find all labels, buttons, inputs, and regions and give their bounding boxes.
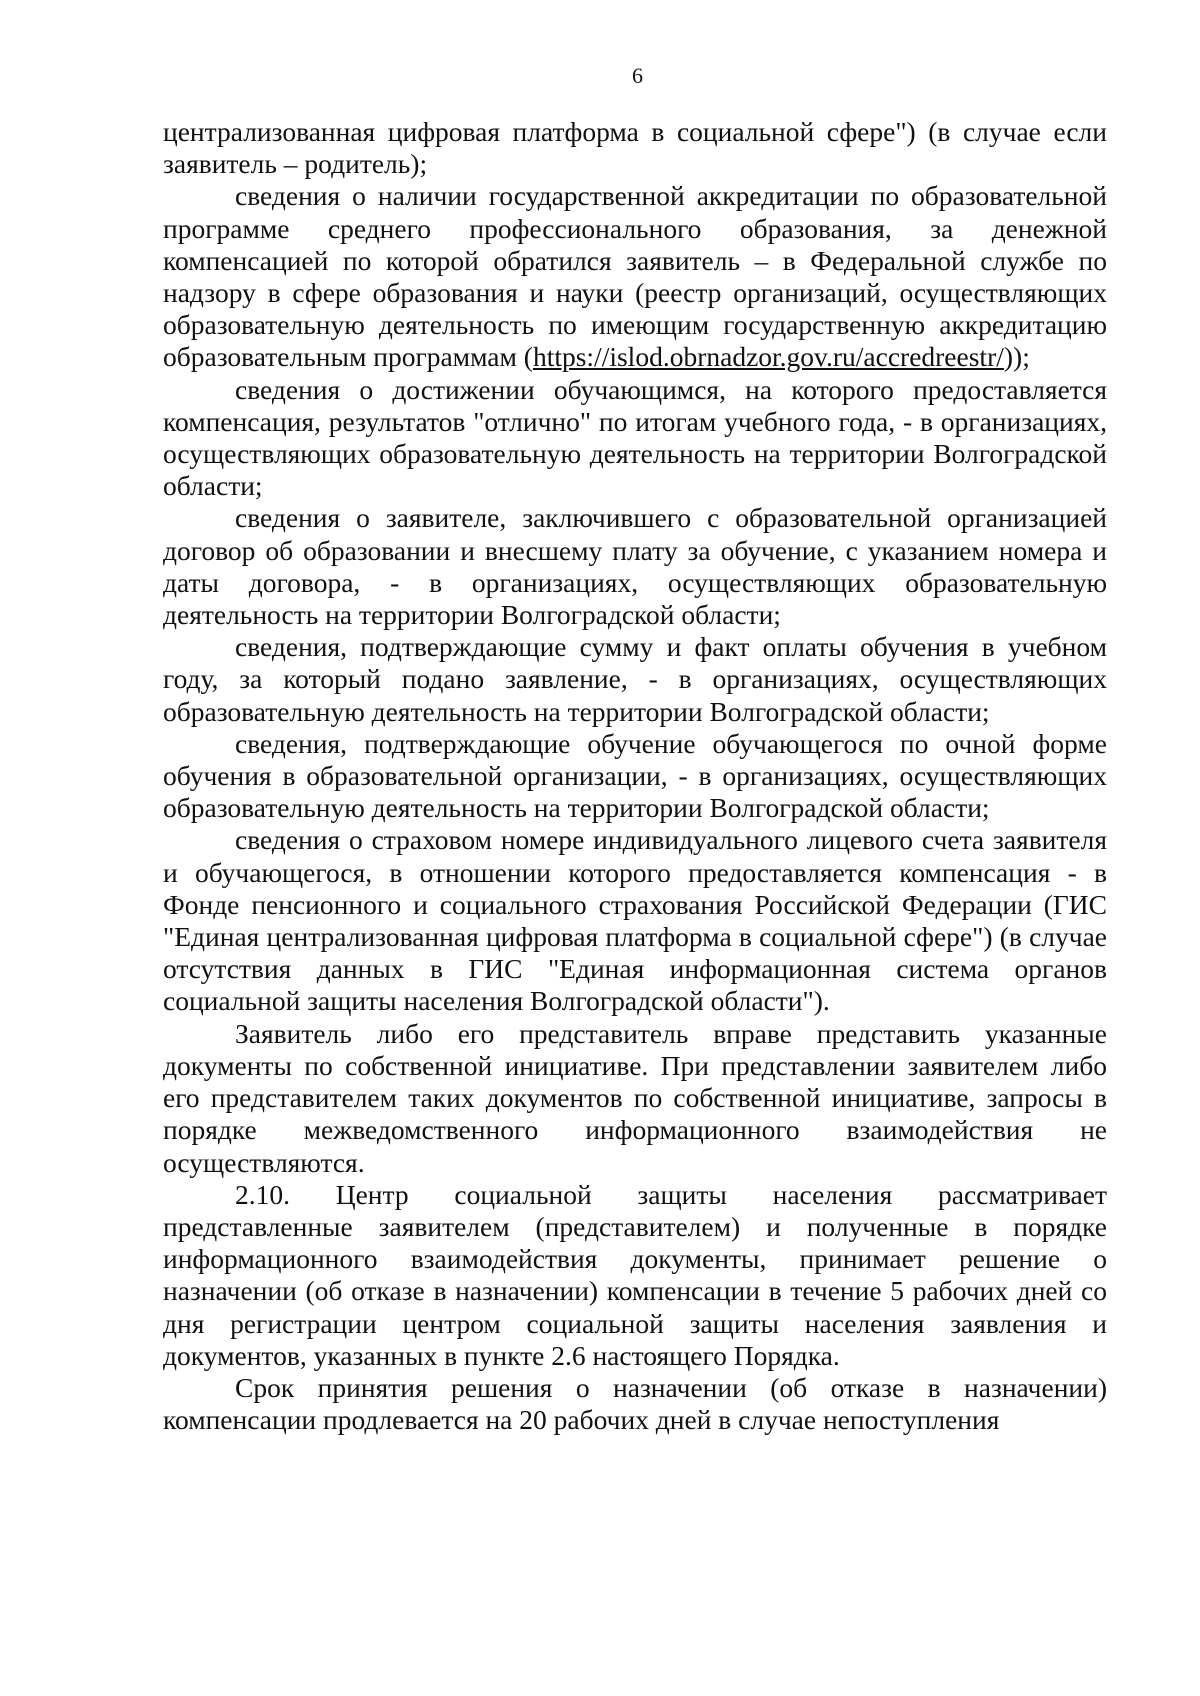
paragraph-accreditation-info xyxy=(163,180,1107,373)
paragraph-section-2-10: 2.10. Центр социальной защиты населения рассматривает представленные заявителем (представителем) и полученные в порядке информационного взаимодействия документы, принимает решение о назначении (об отказе в назначении) компенсации в течение 5 рабочих дней со дня регистрации центром социальной защиты населения заявления и документов, указанных в пункте 2.6 настоящего Порядка. xyxy=(163,1178,1107,1371)
paragraph-accreditation-tail: )); xyxy=(1003,341,1030,373)
document-body xyxy=(163,116,1107,1436)
paragraph-platform-continuation: централизованная цифровая платформа в социальной сфере") (в случае если заявитель – родитель); xyxy=(163,116,1107,180)
paragraph-full-time-study: сведения, подтверждающие обучение обучающегося по очной форме обучения в образовательной организации, - в организациях, осуществляющих образовательную деятельность на территории Волгоградской области; xyxy=(163,727,1107,824)
paragraph-accreditation-text: сведения о наличии государственной аккредитации по образовательной программе среднего профессионального образования, за денежной компенсацией по которой обратился заявитель – в Федеральной службе по надзору в сфере образования и науки (реестр организаций, осуществляющих образовательную деятельность по имеющим государственную аккредитацию образовательным программам ( xyxy=(163,180,1107,373)
paragraph-decision-extension: Срок принятия решения о назначении (об отказе в назначении) компенсации продлевается на 20 рабочих дней в случае непоступления xyxy=(163,1371,1107,1436)
paragraph-applicant-contract: сведения о заявителе, заключившего с образовательной организацией договор об образовании и внесшему плату за обучение, с указанием номера и даты договора, - в организациях, осуществляющих образовательную деятельность на территории Волгоградской области; xyxy=(163,502,1107,631)
accreditation-registry-link[interactable]: https://islod.obrnadzor.gov.ru/accredreestr/ xyxy=(532,341,1004,373)
paragraph-insurance-number: сведения о страховом номере индивидуального лицевого счета заявителя и обучающегося, в отношении которого предоставляется компенсация - в Фонде пенсионного и социального страхования Российской Федерации (ГИС "Единая централизованная цифровая платформа в социальной сфере") (в случае отсутствия данных в ГИС "Единая информационная система органов социальной защиты населения Волгоградской области"). xyxy=(163,824,1107,1017)
paragraph-own-initiative: Заявитель либо его представитель вправе представить указанные документы по собственной инициативе. При представлении заявителем либо его представителем таких документов по собственной инициативе, запросы в порядке межведомственного информационного взаимодействия не осуществляются. xyxy=(163,1017,1107,1178)
page-number: 6 xyxy=(632,63,643,88)
paragraph-payment-confirmation: сведения, подтверждающие сумму и факт оплаты обучения в учебном году, за который подано заявление, - в организациях, осуществляющих образовательную деятельность на территории Волгоградской области; xyxy=(163,631,1107,727)
paragraph-excellent-results: сведения о достижении обучающимся, на которого предоставляется компенсация, результатов "отлично" по итогам учебного года, - в организациях, осуществляющих образовательную деятельность на территории Волгоградской области; xyxy=(163,373,1107,502)
